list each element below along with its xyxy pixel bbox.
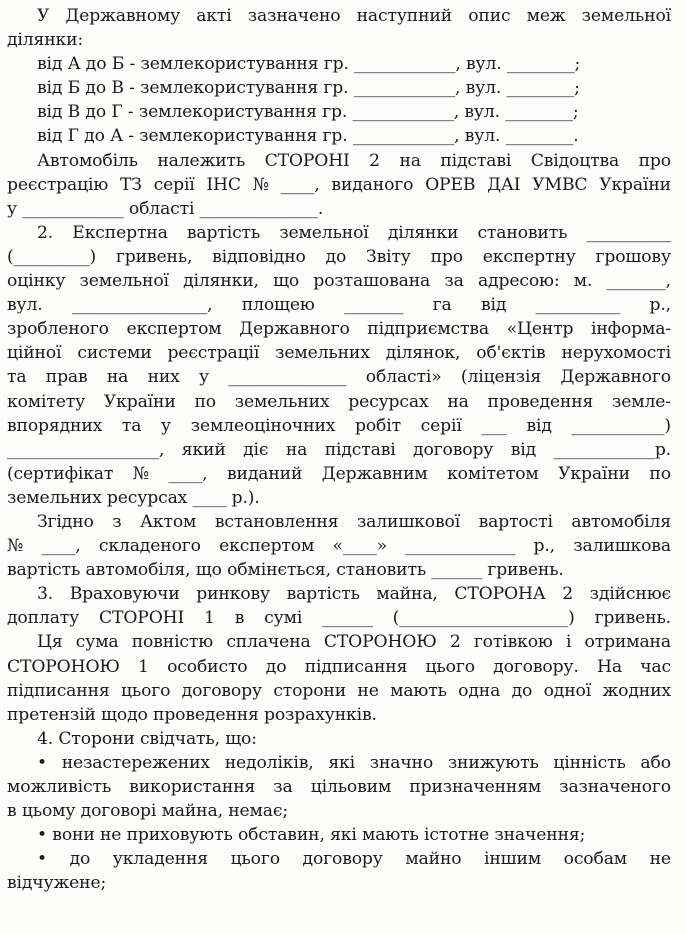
text-line: 4. Сторони свідчать, що: [37, 728, 257, 749]
text-line: 3. Враховуючи ринкову вартість майна, СТОРОНА 2 здійснює [37, 584, 671, 605]
text-line: підписання цього договору сторони не мають одна до одної жодних [7, 680, 671, 701]
text-line: від В до Г - землекористування гр. ____________, вул. ________; [37, 102, 579, 123]
text-line: реєстрацію ТЗ серії ІНС № ____, виданого ОРЕВ ДАІ УМВС України [7, 174, 671, 195]
text-line: __________________, який діє на підставі договору від ____________р. [7, 439, 671, 460]
text-line: можливість використання за цільовим призначенням зазначеного [7, 777, 671, 797]
text-line: доплату СТОРОНІ 1 в сумі ______ (____________________) гривень. [7, 608, 671, 629]
text-line: претензій щодо проведення розрахунків. [7, 704, 377, 725]
text-line: від Г до А - землекористування гр. ____________, вул. ________. [37, 126, 579, 147]
document-text [7, 4, 671, 895]
text-line: від Б до В - землекористування гр. ____________, вул. ________; [37, 78, 580, 99]
text-line: 2. Експертна вартість земельної ділянки становить __________ [37, 222, 671, 243]
text-line: Ця сума повністю сплачена СТОРОНОЮ 2 готівкою і отримана [37, 632, 671, 653]
text-line: впорядних та у землеоціночних робіт серії ___ від ___________) [7, 415, 671, 436]
text-line: зробленого експертом Державного підприємства «Центр інформа- [7, 319, 671, 340]
text-line: (сертифікат № ____, виданий Державним комітетом України по [7, 463, 671, 484]
text-line: вартість автомобіля, що обмінється, становить ______ гривень. [7, 560, 564, 581]
text-line: в цьому договорі майна, немає; [7, 801, 288, 822]
text-line: Автомобіль належить СТОРОНІ 2 на підставі Свідоцтва про [37, 150, 671, 171]
text-line: відчужене; [7, 873, 107, 894]
text-line: оцінку земельної ділянки, що розташована за адресою: м. _______, [7, 271, 671, 292]
text-line: № ____, складеного експертом «____» _____________ р., залишкова [7, 536, 671, 557]
text-line: • вони не приховують обставин, які мають істотне значення; [37, 825, 586, 846]
text-line: (_________) гривень, відповідно до Звіту про експертну грошову [7, 246, 671, 267]
text-line: Згідно з Актом встановлення залишкової вартості автомобіля [37, 511, 671, 532]
text-line: • незастережених недоліків, які значно знижують цінність або [37, 752, 671, 773]
text-line: СТОРОНОЮ 1 особисто до підписання цього договору. На час [7, 656, 671, 677]
text-line: земельних ресурсах ____ р.). [7, 487, 260, 508]
text-line: ційної системи реєстрації земельних ділянок, об'єктів нерухомості [7, 343, 671, 364]
text-line: ділянки: [7, 30, 84, 51]
text-line: у ____________ області ______________. [7, 198, 324, 219]
text-line: вул. ________________, площею _______ га від __________ р., [7, 295, 671, 316]
text-line: • до укладення цього договору майно іншим особам не [37, 849, 671, 870]
text-line: та прав на них у ______________ області» (ліцензія Державного [7, 367, 671, 388]
text-line: комітету України по земельних ресурсах на проведення земле- [7, 391, 671, 412]
text-line: від А до Б - землекористування гр. ____________, вул. ________; [37, 54, 581, 75]
text-line: У Державному акті зазначено наступний опис меж земельної [37, 6, 671, 26]
